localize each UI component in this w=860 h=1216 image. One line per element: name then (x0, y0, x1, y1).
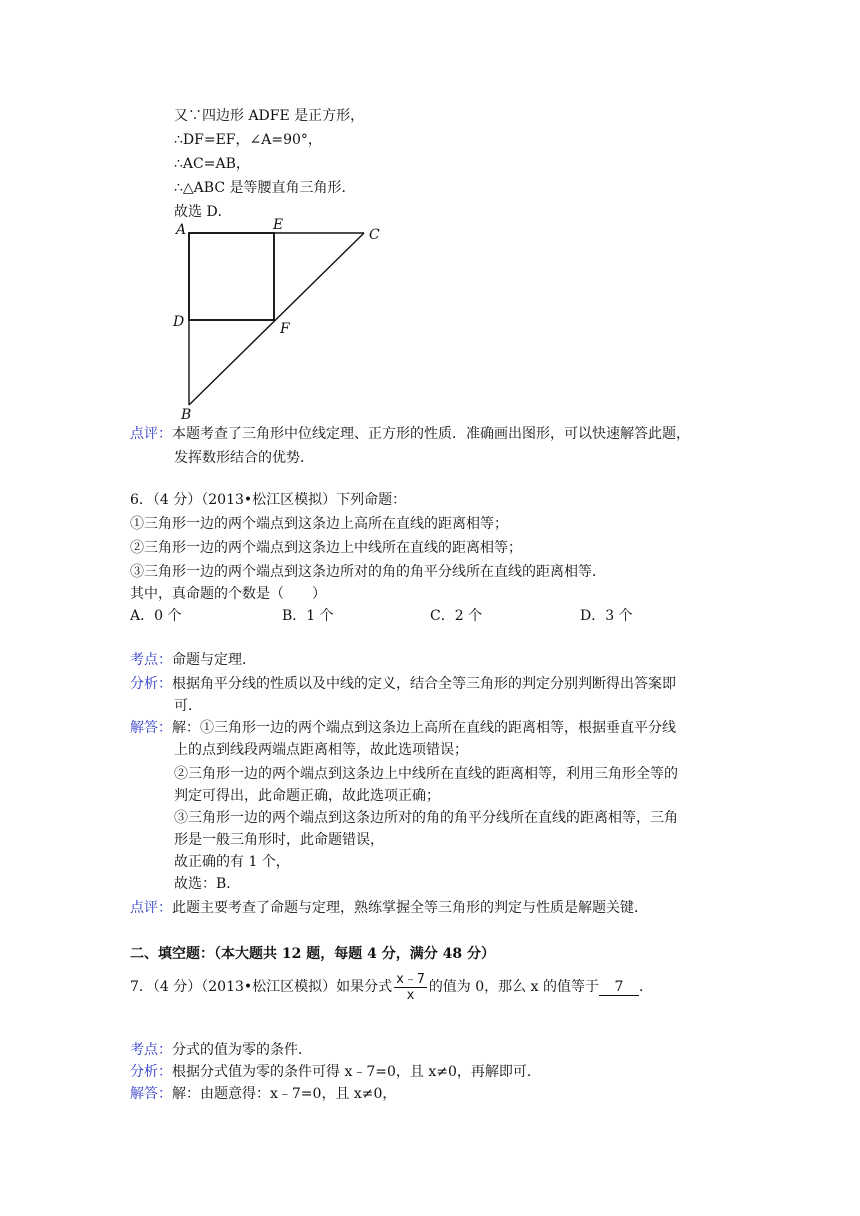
q6-kaodian (130, 650, 256, 670)
kaodian-label: 考点： (130, 1042, 172, 1058)
q6-statement-2: ②三角形一边的两个端点到这条边上中线所在直线的距离相等； (130, 540, 522, 556)
q7-suffix: 的值为 0，那么 x 的值等于 (428, 979, 599, 995)
option-c: C．2 个 (430, 608, 483, 624)
q6-jieda-line-6: 形是一般三角形时，此命题错误， (174, 832, 384, 848)
fenxi-text: 根据分式值为零的条件可得 x﹣7=0，且 x≠0，再解即可． (172, 1064, 541, 1080)
q6-question: 其中，真命题的个数是（ ） (130, 586, 326, 602)
label-a: A (176, 222, 187, 238)
q7-jieda (130, 1084, 396, 1104)
fraction-numerator: x﹣7 (396, 971, 425, 987)
proof-line-1: 又∵四边形 ADFE 是正方形， (174, 108, 365, 124)
q7-question (130, 970, 653, 1004)
kaodian-text: 命题与定理． (172, 652, 256, 668)
jieda-text: 解：①三角形一边的两个端点到这条边上高所在直线的距离相等，根据垂直平分线 (172, 720, 676, 736)
kaodian-label: 考点： (130, 652, 172, 668)
option-a: A．0 个 (130, 608, 182, 624)
jieda-label: 解答： (130, 1086, 172, 1102)
jieda-label: 解答： (130, 720, 172, 736)
q7-kaodian (130, 1040, 312, 1060)
label-f: F (280, 321, 290, 337)
q6-jieda-line-4: 判定可得出，此命题正确，故此选项正确； (174, 788, 440, 804)
comment-label: 点评： (130, 426, 172, 442)
fenxi-label: 分析： (130, 1064, 172, 1080)
q6-fenxi-line-2: 可． (174, 698, 202, 714)
q5-comment (130, 424, 690, 444)
q6-header: 6．（4 分）（2013•松江区模拟）下列命题： (130, 492, 407, 508)
geometry-figure (160, 218, 400, 424)
fenxi-label: 分析： (130, 676, 172, 692)
q7-prefix: 7．（4 分）（2013•松江区模拟）如果分式 (130, 979, 393, 995)
section-2-title: 二、填空题：（本大题共 12 题，每题 4 分，满分 48 分） (130, 946, 495, 962)
label-b: B (181, 407, 192, 423)
proof-line-4: ∴△ABC 是等腰直角三角形． (174, 180, 356, 196)
q6-jieda-line-5: ③三角形一边的两个端点到这条边所对的角的角平分线所在直线的距离相等，三角 (174, 810, 678, 826)
option-b: B．1 个 (282, 608, 334, 624)
q7-end: ． (638, 979, 653, 995)
comment-text: 本题考查了三角形中位线定理、正方形的性质．准确画出图形，可以快速解答此题， (172, 426, 690, 442)
q6-fenxi (130, 674, 676, 694)
q6-jieda-line-3: ②三角形一边的两个端点到这条边上中线所在直线的距离相等，利用三角形全等的 (174, 766, 678, 782)
square-adfe (189, 233, 274, 320)
q6-jieda (130, 718, 676, 738)
proof-line-3: ∴AC=AB， (174, 156, 250, 172)
dianping-label: 点评： (130, 900, 172, 916)
q7-fraction (394, 972, 427, 1003)
kaodian-text: 分式的值为零的条件． (172, 1042, 312, 1058)
label-c: C (369, 227, 380, 243)
q6-jieda-line-8: 故选：B． (174, 876, 241, 892)
jieda-text: 解：由题意得：x﹣7=0，且 x≠0， (172, 1086, 397, 1102)
fenxi-text: 根据角平分线的性质以及中线的定义，结合全等三角形的判定分别判断得出答案即 (172, 676, 676, 692)
q6-dianping (130, 898, 648, 918)
q6-statement-1: ①三角形一边的两个端点到这条边上高所在直线的距离相等； (130, 516, 508, 532)
q7-fenxi (130, 1062, 541, 1082)
proof-line-2: ∴DF=EF，∠A=90°， (174, 132, 322, 148)
q6-options (130, 606, 690, 626)
proof-line-5: 故选 D． (174, 204, 232, 220)
dianping-text: 此题主要考查了命题与定理，熟练掌握全等三角形的判定与性质是解题关键． (172, 900, 648, 916)
label-d: D (173, 314, 185, 330)
label-e: E (273, 218, 284, 233)
q7-answer-blank: 7 (599, 979, 639, 996)
q5-comment-line-2: 发挥数形结合的优势． (174, 450, 314, 466)
segment-bc (189, 233, 364, 405)
q6-jieda-line-2: 上的点到线段两端点距离相等，故此选项错误； (174, 742, 468, 758)
q6-jieda-line-7: 故正确的有 1 个， (174, 854, 290, 870)
q6-statement-3: ③三角形一边的两个端点到这条边所对的角的角平分线所在直线的距离相等． (130, 564, 606, 580)
option-d: D．3 个 (580, 608, 633, 624)
fraction-denominator: x (406, 987, 415, 1003)
